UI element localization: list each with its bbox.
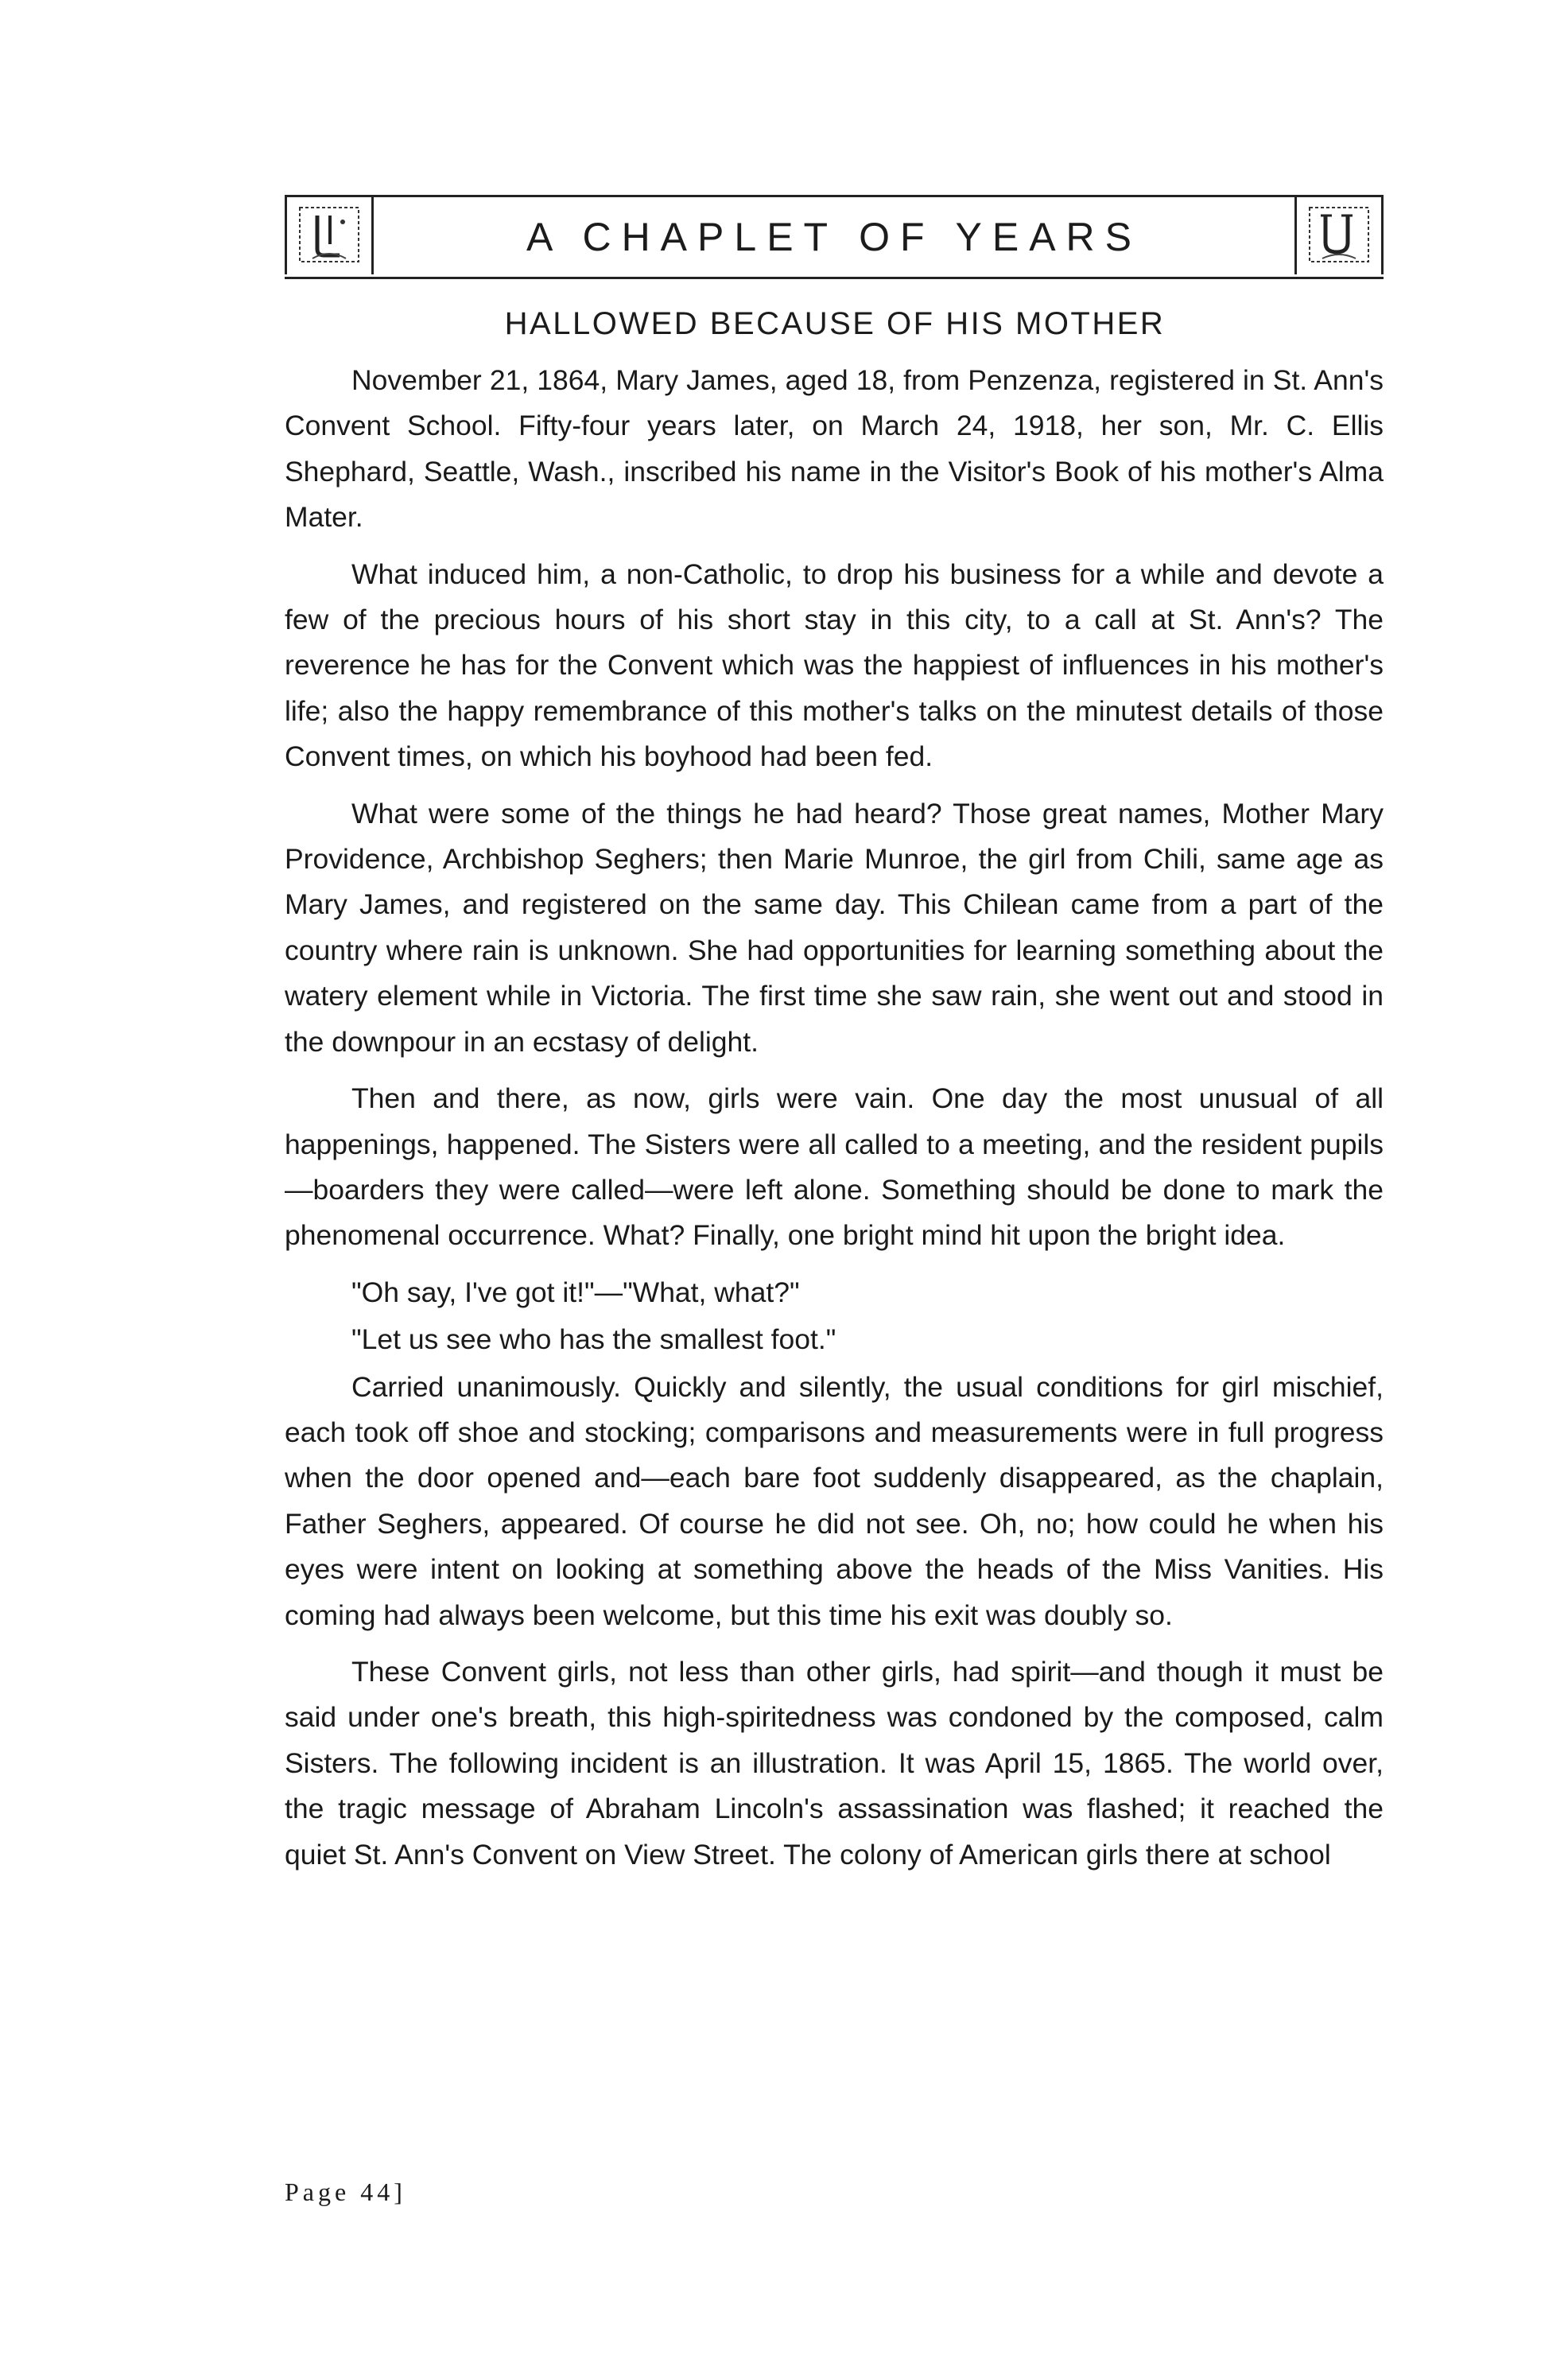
body-text <box>285 358 1384 1889</box>
decorative-initial-ornament-icon <box>295 203 363 266</box>
section-title: HALLOWED BECAUSE OF HIS MOTHER <box>504 306 1166 341</box>
running-title: A CHAPLET OF YEARS <box>526 215 1142 259</box>
running-header <box>285 195 1384 279</box>
paragraph: These Convent girls, not less than other girls, had spirit—and though it must be said under one's breath, this high-spiritedness was condoned by the composed, calm Sisters. The following incident is an illustration. It was April 15, 1865. The world over, the tragic message of Abraham Lincoln's assassination was flashed; it reached the quiet St. Ann's Convent on View Street. The colony of American girls there at school <box>285 1655 1384 1871</box>
paragraph: Carried unanimously. Quickly and silently, the usual conditions for girl mischief, each took off shoe and stocking; comparisons and measurements were in full progress when the door opened and—each bare foot suddenly disappeared, as the chaplain, Father Seghers, appeared. Of course he did not see. Oh, no; how could he when his eyes were intent on looking at something above the heads of the Miss Vanities. His coming had always been welcome, but this time his exit was doubly so. <box>285 1370 1384 1631</box>
left-ornament-box <box>285 195 374 274</box>
page-number: Page 44] <box>285 2177 406 2206</box>
right-ornament-box <box>1294 195 1384 274</box>
paragraph: November 21, 1864, Mary James, aged 18, from Penzenza, registered in St. Ann's Convent School. Fifty-four years later, on March 24, 1918, her son, Mr. C. Ellis Shephard, Seattle, Wash., inscribed his name in the Visitor's Book of his mother's Alma Mater. <box>285 364 1384 534</box>
decorative-initial-ornament-icon <box>1305 203 1373 266</box>
paragraph: What were some of the things he had heard? Those great names, Mother Mary Providence, Archbishop Seghers; then Marie Munroe, the girl from Chili, same age as Mary James, and registered on the same day. This Chilean came from a part of the country where rain is unknown. She had opportunities for learning something about the watery element while in Victoria. The first time she saw rain, she went out and stood in the downpour in an ecstasy of delight. <box>285 797 1384 1058</box>
paragraph: What induced him, a non-Catholic, to drop his business for a while and devote a few of the precious hours of his short stay in this city, to a call at St. Ann's? The reverence he has for the Convent which was the happiest of influences in his mother's life; also the happy remembrance of this mother's talks on the minutest details of those Convent times, on which his boyhood had been fed. <box>285 557 1384 773</box>
paragraph: "Oh say, I've got it!"—"What, what?" <box>351 1276 800 1308</box>
paragraph: Then and there, as now, girls were vain. One day the most unusual of all happenings, happened. The Sisters were all called to a meeting, and the resident pupils—boarders they were called—were left alone. Something should be done to mark the phenomenal occurrence. What? Finally, one bright mind hit upon the bright idea. <box>285 1082 1384 1252</box>
paragraph: "Let us see who has the smallest foot." <box>351 1323 836 1356</box>
